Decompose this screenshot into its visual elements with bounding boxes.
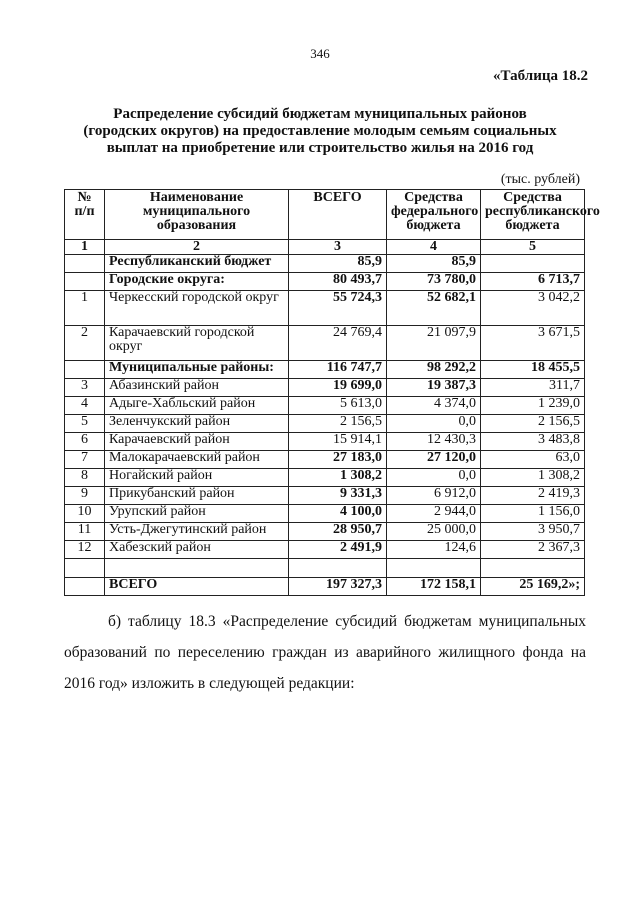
row-name: Усть-Джегутинский район — [105, 523, 289, 541]
paragraph-text: б) таблицу 18.3 «Распределение субсидий бюджетам муниципальных образований по переселению граждан из аварийного жилищного фонда на 2016 год» изложить в следующей редакции: — [64, 613, 586, 692]
row-number: 6 — [65, 433, 105, 451]
row-number: 10 — [65, 505, 105, 523]
table-row — [65, 433, 585, 451]
row-number: 9 — [65, 487, 105, 505]
column-number: 2 — [105, 240, 289, 255]
row-republic: 3 950,7 — [481, 523, 585, 541]
row-name: Республиканский бюджет — [105, 255, 289, 273]
row-total: 19 699,0 — [289, 379, 387, 397]
row-name: Городские округа: — [105, 273, 289, 291]
table-row — [65, 451, 585, 469]
row-total: 15 914,1 — [289, 433, 387, 451]
table-row — [65, 397, 585, 415]
row-federal: 2 944,0 — [387, 505, 481, 523]
row-republic: 18 455,5 — [481, 361, 585, 379]
row-federal: 124,6 — [387, 541, 481, 559]
row-name: Урупский район — [105, 505, 289, 523]
subsidy-table — [64, 189, 600, 596]
row-total: 80 493,7 — [289, 273, 387, 291]
row-republic — [481, 559, 585, 578]
row-name: Карачаевский городской округ — [105, 326, 289, 361]
row-federal: 12 430,3 — [387, 433, 481, 451]
row-republic: 1 308,2 — [481, 469, 585, 487]
row-name: Карачаевский район — [105, 433, 289, 451]
row-number: 2 — [65, 326, 105, 361]
row-name: Малокарачаевский район — [105, 451, 289, 469]
table-row — [65, 559, 585, 578]
row-name: Адыге-Хабльский район — [105, 397, 289, 415]
table-row — [65, 273, 585, 291]
table-row — [65, 326, 585, 361]
row-number: 5 — [65, 415, 105, 433]
row-number: 8 — [65, 469, 105, 487]
table-body — [65, 255, 585, 596]
row-republic: 63,0 — [481, 451, 585, 469]
header-row — [65, 190, 585, 240]
title-line: (городских округов) на предоставление молодым семьям социальных — [83, 123, 557, 139]
table-row — [65, 291, 585, 326]
row-federal: 98 292,2 — [387, 361, 481, 379]
row-republic: 2 367,3 — [481, 541, 585, 559]
table-row — [65, 487, 585, 505]
header-num: № п/п — [65, 190, 105, 240]
row-federal: 6 912,0 — [387, 487, 481, 505]
row-number: 11 — [65, 523, 105, 541]
row-federal: 172 158,1 — [387, 578, 481, 596]
row-total: 55 724,3 — [289, 291, 387, 326]
row-federal: 52 682,1 — [387, 291, 481, 326]
row-total: 27 183,0 — [289, 451, 387, 469]
row-total: 2 491,9 — [289, 541, 387, 559]
column-number: 1 — [65, 240, 105, 255]
table-row — [65, 523, 585, 541]
table-row — [65, 541, 585, 559]
row-total: 9 331,3 — [289, 487, 387, 505]
row-number: 1 — [65, 291, 105, 326]
units-note: (тыс. рублей) — [500, 172, 580, 187]
row-federal: 21 097,9 — [387, 326, 481, 361]
row-number — [65, 273, 105, 291]
title-line: Распределение субсидий бюджетам муниципальных районов — [113, 106, 527, 122]
row-federal: 0,0 — [387, 415, 481, 433]
header-total: ВСЕГО — [289, 190, 387, 240]
row-federal: 19 387,3 — [387, 379, 481, 397]
body-paragraph — [64, 606, 586, 699]
row-name: Ногайский район — [105, 469, 289, 487]
table-row — [65, 415, 585, 433]
row-name: Прикубанский район — [105, 487, 289, 505]
header-name: Наименование муниципального образования — [105, 190, 289, 240]
row-republic: 1 156,0 — [481, 505, 585, 523]
row-name: Зеленчукский район — [105, 415, 289, 433]
row-total: 197 327,3 — [289, 578, 387, 596]
row-number: 12 — [65, 541, 105, 559]
row-total: 4 100,0 — [289, 505, 387, 523]
column-number: 5 — [481, 240, 585, 255]
table-row — [65, 578, 585, 596]
row-name — [105, 559, 289, 578]
header-republic: Средства республиканского бюджета — [481, 190, 585, 240]
row-name: Черкесский городской округ — [105, 291, 289, 326]
table-row — [65, 379, 585, 397]
row-total: 85,9 — [289, 255, 387, 273]
row-republic: 6 713,7 — [481, 273, 585, 291]
row-number: 3 — [65, 379, 105, 397]
page-number: 346 — [310, 46, 330, 61]
row-federal: 4 374,0 — [387, 397, 481, 415]
row-republic: 25 169,2»; — [481, 578, 585, 596]
row-number: 4 — [65, 397, 105, 415]
table-row — [65, 361, 585, 379]
row-number — [65, 361, 105, 379]
row-total: 5 613,0 — [289, 397, 387, 415]
row-total: 2 156,5 — [289, 415, 387, 433]
row-republic: 3 483,8 — [481, 433, 585, 451]
row-number: 7 — [65, 451, 105, 469]
row-name: Абазинский район — [105, 379, 289, 397]
row-name: Хабезский район — [105, 541, 289, 559]
column-number: 3 — [289, 240, 387, 255]
row-republic — [481, 255, 585, 273]
row-number — [65, 578, 105, 596]
table-title — [60, 106, 580, 157]
title-line: выплат на приобретение или строительство жилья на 2016 год — [106, 140, 534, 156]
row-number — [65, 559, 105, 578]
table-row — [65, 469, 585, 487]
row-republic: 2 419,3 — [481, 487, 585, 505]
column-number: 4 — [387, 240, 481, 255]
row-total: 1 308,2 — [289, 469, 387, 487]
row-republic: 311,7 — [481, 379, 585, 397]
table-row — [65, 505, 585, 523]
row-total: 116 747,7 — [289, 361, 387, 379]
row-federal: 85,9 — [387, 255, 481, 273]
row-federal: 25 000,0 — [387, 523, 481, 541]
row-name: Муниципальные районы: — [105, 361, 289, 379]
row-total: 24 769,4 — [289, 326, 387, 361]
column-number-row — [65, 240, 585, 255]
row-federal: 27 120,0 — [387, 451, 481, 469]
row-republic: 1 239,0 — [481, 397, 585, 415]
row-republic: 3 042,2 — [481, 291, 585, 326]
header-federal: Средства федерального бюджета — [387, 190, 481, 240]
row-federal: 73 780,0 — [387, 273, 481, 291]
table-label: «Таблица 18.2 — [493, 68, 588, 84]
row-republic: 3 671,5 — [481, 326, 585, 361]
row-federal — [387, 559, 481, 578]
row-name: ВСЕГО — [105, 578, 289, 596]
table-row — [65, 255, 585, 273]
row-federal: 0,0 — [387, 469, 481, 487]
row-number — [65, 255, 105, 273]
row-republic: 2 156,5 — [481, 415, 585, 433]
row-total — [289, 559, 387, 578]
row-total: 28 950,7 — [289, 523, 387, 541]
